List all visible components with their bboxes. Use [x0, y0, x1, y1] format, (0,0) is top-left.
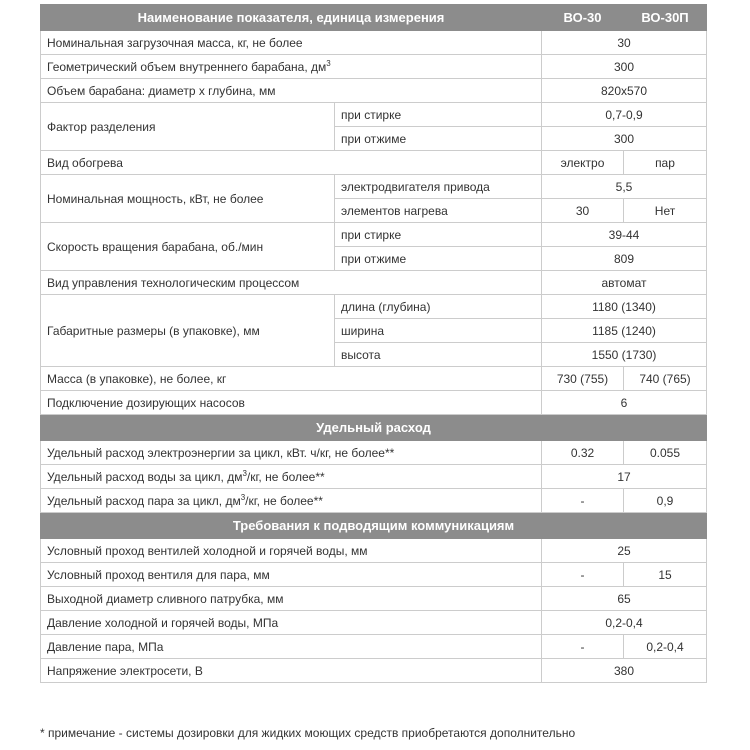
table-header-row [41, 5, 707, 31]
row-label: Удельный расход воды за цикл, $дм^3/кг$, не более** [41, 465, 542, 489]
row-sublabel: высота [335, 343, 542, 367]
table-row [41, 223, 707, 247]
row-value-b: 0.055 [624, 441, 707, 465]
table-row [41, 175, 707, 199]
row-value: 1180 (1340) [542, 295, 707, 319]
row-sublabel: при отжиме [335, 247, 542, 271]
row-value: 1185 (1240) [542, 319, 707, 343]
row-sublabel: электродвигателя привода [335, 175, 542, 199]
row-sublabel: длина (глубина) [335, 295, 542, 319]
table-row [41, 367, 707, 391]
row-sublabel: при стирке [335, 103, 542, 127]
row-value-b: 15 [624, 563, 707, 587]
table-row [41, 151, 707, 175]
row-label: Номинальная загрузочная масса, кг, не более [41, 31, 542, 55]
row-label: Фактор разделения [41, 103, 335, 151]
row-label: Объем барабана: диаметр х глубина, мм [41, 79, 542, 103]
table-row [41, 55, 707, 79]
row-label: Вид управления технологическим процессом [41, 271, 542, 295]
row-value: 300 [542, 127, 707, 151]
row-value: 25 [542, 539, 707, 563]
row-value-b: 740 (765) [624, 367, 707, 391]
section-header-row [41, 513, 707, 539]
header-model-b: ВО-30П [624, 5, 707, 31]
table-row [41, 489, 707, 513]
row-label: Напряжение электросети, В [41, 659, 542, 683]
row-label: Масса (в упаковке), не более, кг [41, 367, 542, 391]
table-row [41, 635, 707, 659]
row-value: 39-44 [542, 223, 707, 247]
table-row [41, 79, 707, 103]
row-label: Давление холодной и горячей воды, МПа [41, 611, 542, 635]
table-row [41, 563, 707, 587]
row-label: Удельный расход пара за цикл, $дм^3/кг$, не более** [41, 489, 542, 513]
row-value: 300 [542, 55, 707, 79]
row-value: 17 [542, 465, 707, 489]
row-value: 1550 (1730) [542, 343, 707, 367]
row-value: 30 [542, 31, 707, 55]
section-header-row [41, 415, 707, 441]
table-row [41, 271, 707, 295]
table-row [41, 295, 707, 319]
row-label: Номинальная мощность, кВт, не более [41, 175, 335, 223]
row-label: Геометрический объем внутреннего барабана, $дм^3$ [41, 55, 542, 79]
table-row [41, 659, 707, 683]
row-value-b: Нет [624, 199, 707, 223]
spec-table [40, 4, 707, 683]
table-row [41, 441, 707, 465]
row-sublabel: при отжиме [335, 127, 542, 151]
section-title-communications: Требования к подводящим коммуникациям [41, 513, 707, 539]
row-label: Скорость вращения барабана, об./мин [41, 223, 335, 271]
row-value: автомат [542, 271, 707, 295]
row-label: Выходной диаметр сливного патрубка, мм [41, 587, 542, 611]
row-label: Подключение дозирующих насосов [41, 391, 542, 415]
table-row [41, 31, 707, 55]
row-value-a: - [542, 489, 624, 513]
row-label: Удельный расход электроэнергии за цикл, кВт. ч/кг, не более** [41, 441, 542, 465]
row-value: 0,2-0,4 [542, 611, 707, 635]
table-row [41, 465, 707, 489]
row-value: 65 [542, 587, 707, 611]
footnote: * примечание - системы дозировки для жидких моющих средств приобретаются дополнительно [40, 726, 576, 740]
row-value: 820х570 [542, 79, 707, 103]
row-value: 380 [542, 659, 707, 683]
table-row [41, 103, 707, 127]
row-label: Вид обогрева [41, 151, 542, 175]
row-value-a: - [542, 635, 624, 659]
row-sublabel: при стирке [335, 223, 542, 247]
section-title-consumption: Удельный расход [41, 415, 707, 441]
header-model-a: ВО-30 [542, 5, 624, 31]
table-row [41, 587, 707, 611]
row-value: 809 [542, 247, 707, 271]
row-value-b: пар [624, 151, 707, 175]
row-value-a: 0.32 [542, 441, 624, 465]
row-value-a: 30 [542, 199, 624, 223]
row-value-a: 730 (755) [542, 367, 624, 391]
row-value-b: 0,9 [624, 489, 707, 513]
row-sublabel: элементов нагрева [335, 199, 542, 223]
row-value: 6 [542, 391, 707, 415]
row-label: Условный проход вентилей холодной и горячей воды, мм [41, 539, 542, 563]
row-value: 5,5 [542, 175, 707, 199]
table-row [41, 539, 707, 563]
row-label: Давление пара, МПа [41, 635, 542, 659]
row-label: Габаритные размеры (в упаковке), мм [41, 295, 335, 367]
row-value-b: 0,2-0,4 [624, 635, 707, 659]
row-value-a: электро [542, 151, 624, 175]
row-value: 0,7-0,9 [542, 103, 707, 127]
row-label: Условный проход вентиля для пара, мм [41, 563, 542, 587]
row-sublabel: ширина [335, 319, 542, 343]
row-value-a: - [542, 563, 624, 587]
table-row [41, 611, 707, 635]
header-name: Наименование показателя, единица измерения [41, 5, 542, 31]
table-row [41, 391, 707, 415]
